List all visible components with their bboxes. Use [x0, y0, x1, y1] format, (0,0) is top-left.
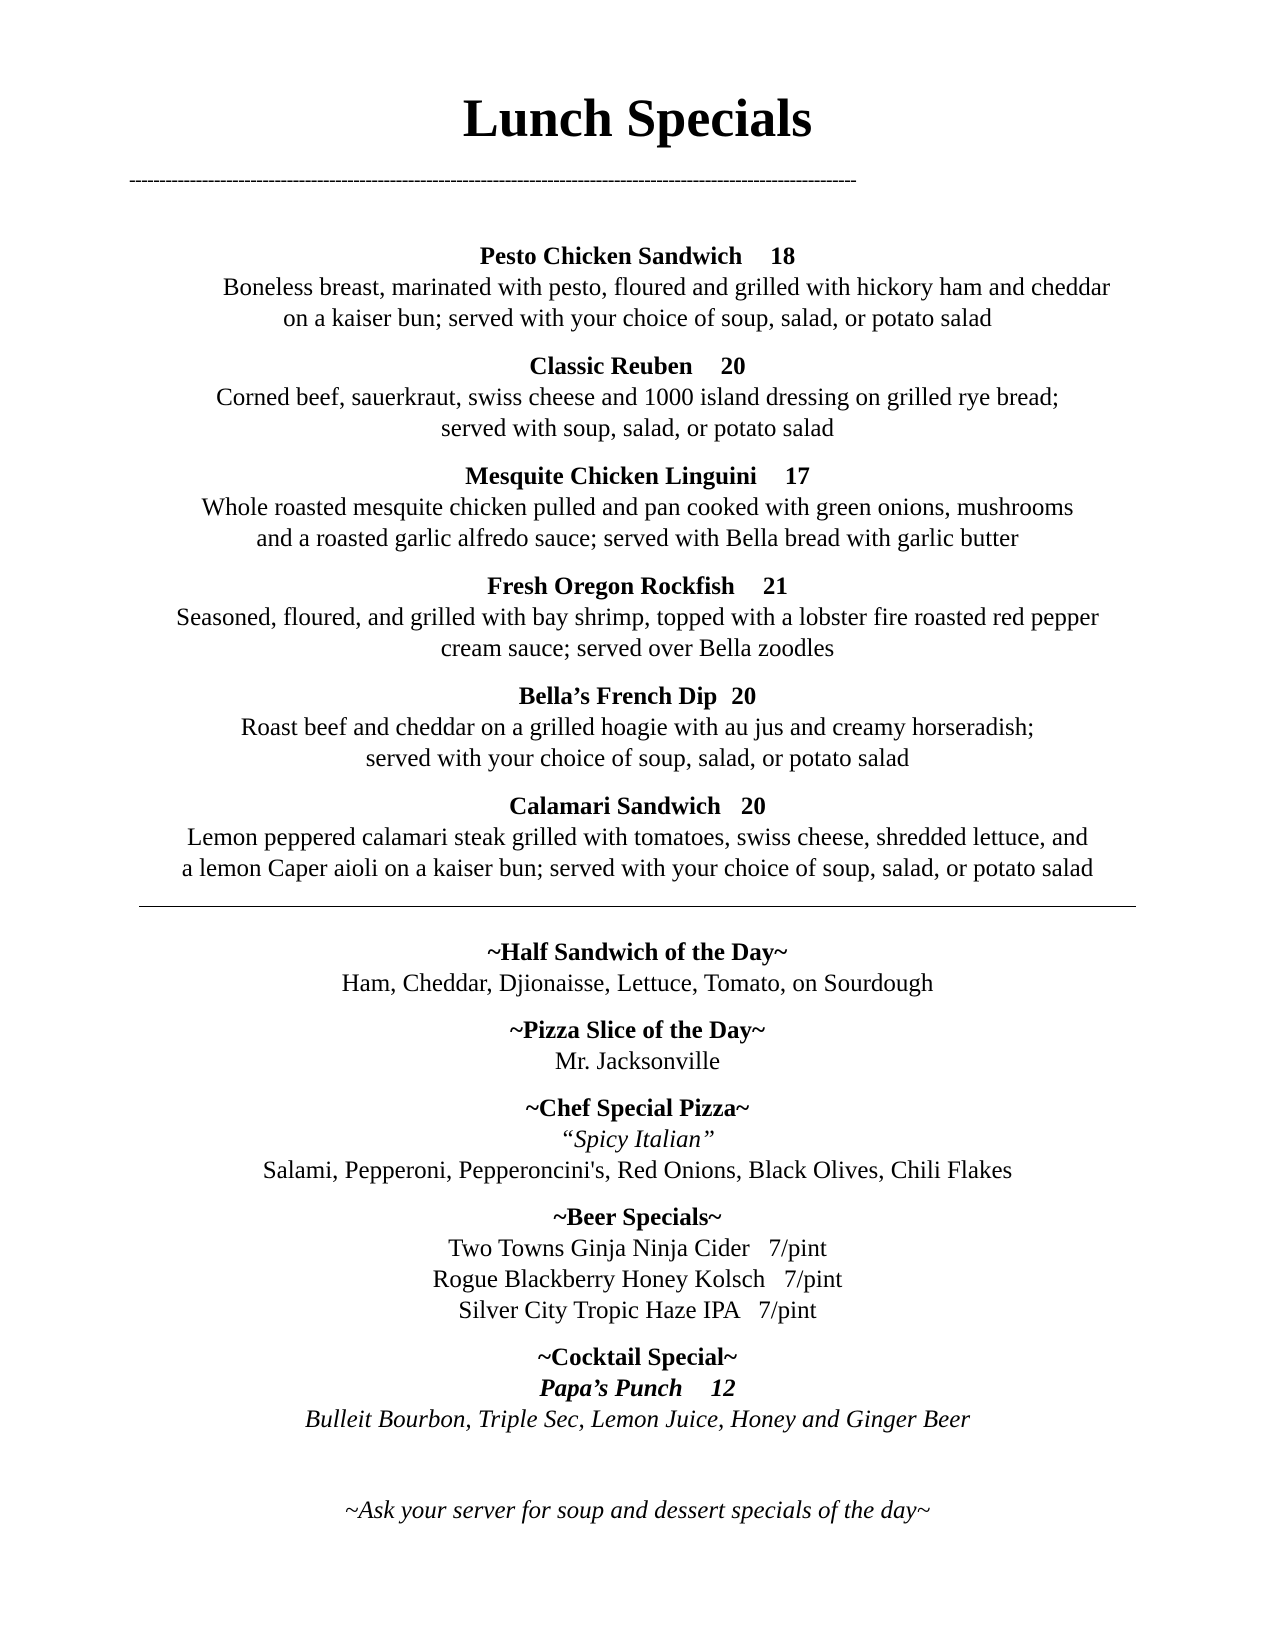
- lunch-items-list: [0, 241, 1275, 901]
- special-text: Mr. Jacksonville: [554, 1048, 721, 1075]
- item-heading: [0, 571, 1275, 602]
- item-heading: [0, 351, 1275, 382]
- section-divider: [139, 906, 1136, 907]
- item-heading: [0, 241, 1275, 272]
- special-heading: ~Pizza Slice of the Day~: [509, 1017, 766, 1044]
- item-description-line: Corned beef, sauerkraut, swiss cheese and 1000 island dressing on grilled rye bread;: [216, 384, 1059, 411]
- item-description-line: Lemon peppered calamari steak grilled with tomatoes, swiss cheese, shredded lettuce, and: [186, 824, 1089, 851]
- menu-item: [0, 791, 1275, 884]
- item-name: Mesquite Chicken Linguini: [465, 463, 757, 490]
- item-heading: [0, 681, 1275, 712]
- item-description-line: served with your choice of soup, salad, or potato salad: [365, 745, 910, 772]
- half-sandwich-special: [0, 937, 1275, 999]
- special-heading: ~Chef Special Pizza~: [525, 1095, 750, 1122]
- special-text: Salami, Pepperoni, Pepperoncini's, Red Onions, Black Olives, Chili Flakes: [262, 1157, 1013, 1184]
- item-name: Bella’s French Dip: [518, 683, 718, 710]
- beer-line: Silver City Tropic Haze IPA 7/pint: [458, 1297, 817, 1324]
- item-price: 21: [762, 573, 788, 600]
- menu-item: [0, 681, 1275, 774]
- item-description-line: Seasoned, floured, and grilled with bay shrimp, topped with a lobster fire roasted red pepper: [176, 604, 1099, 631]
- cocktail-price: 12: [710, 1375, 736, 1402]
- item-description-line: and a roasted garlic alfredo sauce; served with Bella bread with garlic butter: [256, 525, 1019, 552]
- cocktail-heading: [0, 1373, 1275, 1404]
- item-name: Classic Reuben: [529, 353, 693, 380]
- special-heading: ~Cocktail Special~: [538, 1344, 737, 1371]
- item-description-line: Boneless breast, marinated with pesto, floured and grilled with hickory ham and cheddar: [222, 274, 1111, 301]
- menu-item: [0, 461, 1275, 554]
- beer-line: Rogue Blackberry Honey Kolsch 7/pint: [432, 1266, 843, 1293]
- menu-item: [0, 351, 1275, 444]
- special-text: Ham, Cheddar, Djionaisse, Lettuce, Tomato, on Sourdough: [341, 970, 934, 997]
- beer-line: Two Towns Ginja Ninja Cider 7/pint: [448, 1235, 827, 1262]
- menu-item: [0, 241, 1275, 334]
- menu-item: [0, 571, 1275, 664]
- cocktail-special: [0, 1342, 1275, 1435]
- item-name: Fresh Oregon Rockfish: [487, 573, 735, 600]
- item-price: 17: [784, 463, 810, 490]
- beer-specials: [0, 1202, 1275, 1326]
- item-name: Pesto Chicken Sandwich: [479, 243, 743, 270]
- item-description-line: Whole roasted mesquite chicken pulled and pan cooked with green onions, mushrooms: [201, 494, 1074, 521]
- item-price: 18: [770, 243, 796, 270]
- item-description-line: cream sauce; served over Bella zoodles: [440, 635, 835, 662]
- item-description-line: on a kaiser bun; served with your choice of soup, salad, or potato salad: [283, 305, 992, 332]
- item-heading: [0, 791, 1275, 822]
- page-title: Lunch Specials: [462, 88, 813, 148]
- cocktail-ingredients: Bulleit Bourbon, Triple Sec, Lemon Juice, Honey and Ginger Beer: [304, 1406, 971, 1433]
- cocktail-name: Papa’s Punch: [539, 1375, 683, 1402]
- item-description-line: served with soup, salad, or potato salad: [441, 415, 834, 442]
- chef-pizza-special: [0, 1093, 1275, 1186]
- item-price: 20: [731, 683, 757, 710]
- footer-note: ~Ask your server for soup and dessert specials of the day~: [344, 1497, 931, 1524]
- item-heading: [0, 461, 1275, 492]
- special-heading: ~Beer Specials~: [553, 1204, 722, 1231]
- special-name: “Spicy Italian”: [560, 1126, 715, 1153]
- special-heading: ~Half Sandwich of the Day~: [487, 939, 788, 966]
- item-price: 20: [720, 353, 746, 380]
- item-name: Calamari Sandwich: [509, 793, 721, 820]
- daily-specials: [0, 937, 1275, 1451]
- pizza-slice-special: [0, 1015, 1275, 1077]
- item-description-line: a lemon Caper aioli on a kaiser bun; served with your choice of soup, salad, or potato salad: [181, 855, 1094, 882]
- item-description-line: Roast beef and cheddar on a grilled hoagie with au jus and creamy horseradish;: [240, 714, 1035, 741]
- item-price: 20: [740, 793, 766, 820]
- dashed-divider: ------------------------------------------------------------------------------------------------------------------------: [129, 170, 857, 190]
